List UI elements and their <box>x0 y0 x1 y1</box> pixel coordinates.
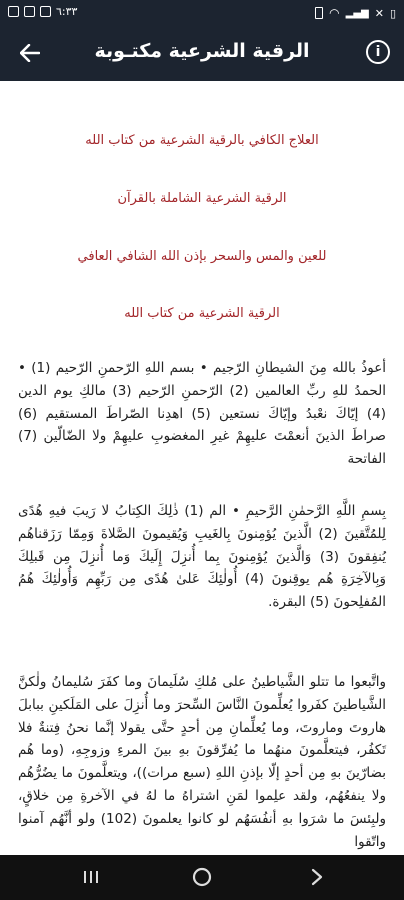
recent-apps-icon[interactable] <box>76 865 106 889</box>
text-paragraph: واتَّبعوا ما تتلو الشَّياطينُ على مُلكِ سُلَيمانَ وما كفَرَ سُليمانُ ولٰكنَّ الشَّياطينَ كفَروا يُعلِّمونَ النَّاسَ السِّحرَ وما أُنزِلَ على المَلَكينِ ببابلَ هاروتَ وماروتَ، وما يُعلِّمانِ مِن أحدٍ حتَّى يقولا إنَّما نحنُ فِتنةٌ فلا تَكفُر، فيتعلَّمونَ منهُما ما يُفرِّقونَ بهِ بينَ المرءِ وزوجِهِ، (وما هُم بضارّينَ بهِ مِن أحدٍ إلّا بإذنِ اللهِ (سبع مرات))، ويتعلَّمونَ ما يضُرُّهُم ولا ينفعُهُم، ولقد علِموا لمَنِ اشتراهُ ما لهُ في الآخرةِ مِن خلاقٍ، ولبِئسَ ما شرَوا بهِ أنفُسَهُم لو كانوا يعلمونَ (102) ولو أنَّهُم آمنوا واتّقوا <box>18 674 386 850</box>
sim-icon: ▯ <box>389 6 396 20</box>
link-item[interactable]: للعين والمس والسحر بإذن الله الشافي العافي <box>77 249 327 264</box>
facebook-icon-2 <box>40 6 51 17</box>
back-nav-icon[interactable] <box>302 865 332 889</box>
text-paragraph: بِسمِ اللَّهِ الرَّحمٰنِ الرَّحيمِ • الم (1) ذٰلِكَ الكِتابُ لا رَيبَ فيهِ هُدًى لِلمُتَّقينَ (2) الَّذينَ يُؤمِنونَ بِالغَيبِ وَيُقيمونَ الصَّلاةَ وَمِمّا رَزَقناهُم يُنفِقونَ (3) وَالَّذينَ يُؤمِنونَ بِما أُنزِلَ إِلَيكَ وَما أُنزِلَ مِن قَبلِكَ وَبِالآخِرَةِ هُم يوقِنونَ (4) أُولٰئِكَ عَلىٰ هُدًى مِن رَبِّهِم وَأُولٰئِكَ هُمُ المُفلِحونَ (5) البقرة. <box>18 503 387 611</box>
status-icons-left <box>315 6 396 20</box>
link-item[interactable]: العلاج الكافي بالرقية الشرعية من كتاب الله <box>85 133 319 148</box>
battery-icon <box>315 7 323 19</box>
mute-icon: ✕ <box>374 6 384 20</box>
text-paragraph: أعوذُ بالله مِنَ الشيطانِ الرّجيم • بسم اللهِ الرّحمنِ الرّحيم (1) • الحمدُ للهِ ربِّ العالمين (2) الرّحمنِ الرّحيم (3) مالكِ يوم الدين (4) إيّاكَ نعْبدُ وإيّاكَ نستعين (5) اهدِنا الصّراطَ المستقيم (6) صراطَ الذينَ أنعمْتَ عليهِمْ غيرِ المغضوبِ عليهِمْ ولا الضّالّين (7) الفاتحة <box>18 360 386 468</box>
page-title: الرقية الشرعية مكتـوبة <box>94 40 310 62</box>
link-item[interactable]: الرقية الشرعية من كتاب الله <box>124 306 280 321</box>
navigation-bar <box>0 855 404 900</box>
image-icon <box>24 6 35 17</box>
back-arrow-icon[interactable] <box>16 39 44 67</box>
status-time: ٦:٣٣ <box>56 5 78 18</box>
content-area[interactable] <box>0 81 404 855</box>
status-bar <box>0 0 404 26</box>
signal-icon: ▂▄▆ <box>345 7 369 19</box>
facebook-icon <box>8 6 19 17</box>
status-icons-right <box>8 5 77 18</box>
app-bar <box>0 26 404 81</box>
info-icon[interactable]: i <box>366 40 390 64</box>
link-item[interactable]: الرقية الشرعية الشاملة بالقرآن <box>117 191 287 206</box>
home-icon[interactable] <box>187 865 217 889</box>
wifi-icon: ◠ <box>329 6 340 20</box>
